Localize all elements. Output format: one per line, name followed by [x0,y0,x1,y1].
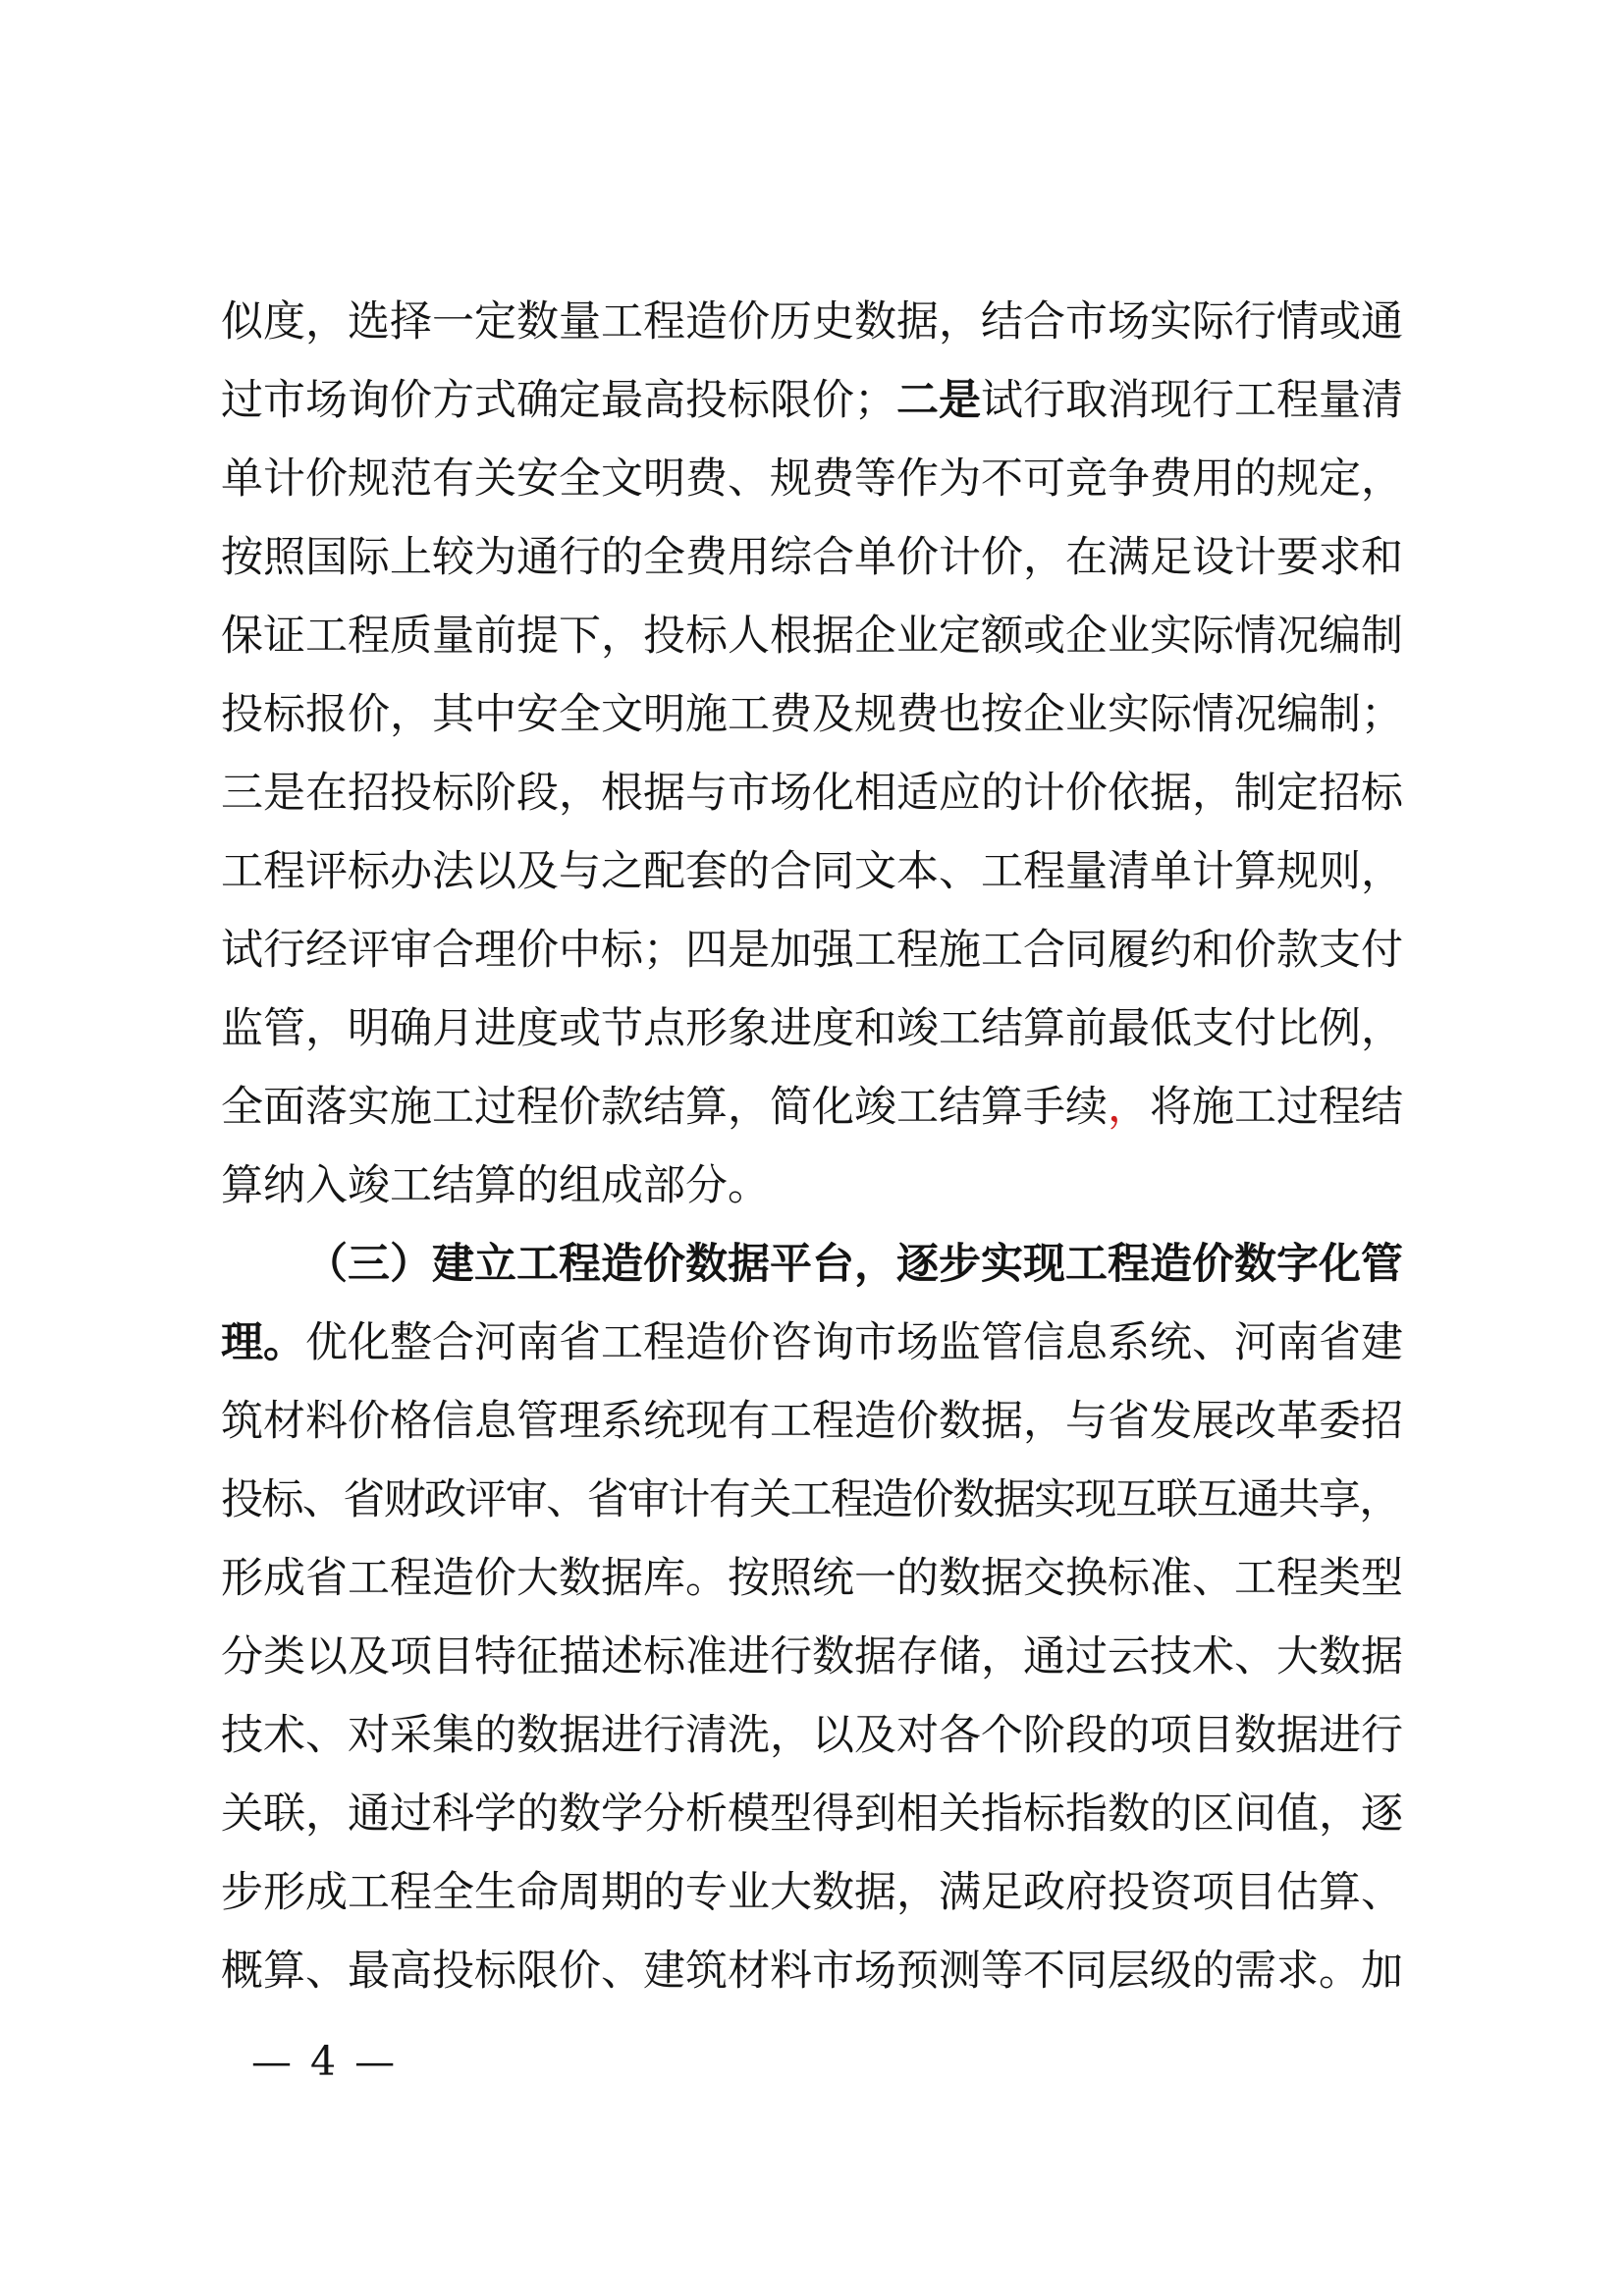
text-run: 按照国际上较为通行的全费用综合单价计价，在满足设计要求和 [221,533,1403,582]
text-run: 二是 [896,376,981,425]
text-line [221,832,1414,911]
text-run: 试行经评审合理价中标；四是加强工程施工合同履约和价款支付 [221,926,1403,975]
text-line [221,1382,1414,1461]
text-line [221,597,1414,675]
text-run: 概算、最高投标限价、建筑材料市场预测等不同层级的需求。加 [221,1947,1403,1996]
text-line [221,361,1414,440]
text-line [221,440,1414,518]
text-line [221,1461,1414,1539]
text-run: 工程评标办法以及与之配套的合同文本、工程量清单计算规则， [221,847,1403,896]
text-run: 投标、省财政评审、省审计有关工程造价数据实现互联互通共享， [221,1475,1400,1524]
text-line [221,1618,1414,1696]
text-line [221,518,1414,597]
text-run: 步形成工程全生命周期的专业大数据，满足政府投资项目估算、 [221,1868,1403,1917]
text-run: 分类以及项目特征描述标准进行数据存储，通过云技术、大数据 [221,1632,1403,1682]
text-run: 将施工过程结 [1150,1083,1403,1132]
text-run: 监管，明确月进度或节点形象进度和竣工结算前最低支付比例， [221,1004,1403,1053]
text-line [221,1068,1414,1147]
text-line [221,1147,1414,1225]
text-line [221,911,1414,989]
text-run: 技术、对采集的数据进行清洗，以及对各个阶段的项目数据进行 [221,1711,1403,1760]
text-line [221,989,1414,1068]
text-run: 试行取消现行工程量清 [981,376,1403,425]
text-run: 似度，选择一定数量工程造价历史数据，结合市场实际行情或通 [221,297,1403,347]
text-line [221,1539,1414,1618]
text-run: 全面落实施工过程价款结算，简化竣工结算手续 [221,1083,1108,1132]
text-line [221,1775,1414,1853]
text-line [221,1932,1414,2010]
document-body [221,283,1414,2010]
text-line [221,1853,1414,1932]
text-line [221,675,1414,754]
text-run: ， [1108,1083,1150,1132]
page-number: — 4 — [251,2038,399,2085]
text-run: 形成省工程造价大数据库。按照统一的数据交换标准、工程类型 [221,1554,1403,1603]
text-run: 筑材料价格信息管理系统现有工程造价数据，与省发展改革委招 [221,1397,1403,1446]
text-run: 三是在招投标阶段，根据与市场化相适应的计价依据，制定招标 [221,769,1403,818]
text-line [221,1225,1414,1304]
text-run: 投标报价，其中安全文明施工费及规费也按企业实际情况编制； [221,690,1403,739]
text-run: 算纳入竣工结算的组成部分。 [221,1161,770,1210]
text-line [221,754,1414,832]
text-run: 关联，通过科学的数学分析模型得到相关指标指数的区间值，逐 [221,1789,1403,1839]
text-run: 过市场询价方式确定最高投标限价； [221,376,896,425]
text-run: （三）建立工程造价数据平台，逐步实现工程造价数字化管 [305,1240,1403,1289]
text-line [221,283,1414,361]
text-line [221,1304,1414,1382]
text-run: 保证工程质量前提下，投标人根据企业定额或企业实际情况编制 [221,612,1403,661]
text-run: 理。 [221,1318,305,1367]
text-run: 优化整合河南省工程造价咨询市场监管信息系统、河南省建 [305,1318,1403,1367]
text-line [221,1696,1414,1775]
text-run: 单计价规范有关安全文明费、规费等作为不可竞争费用的规定， [221,454,1403,504]
